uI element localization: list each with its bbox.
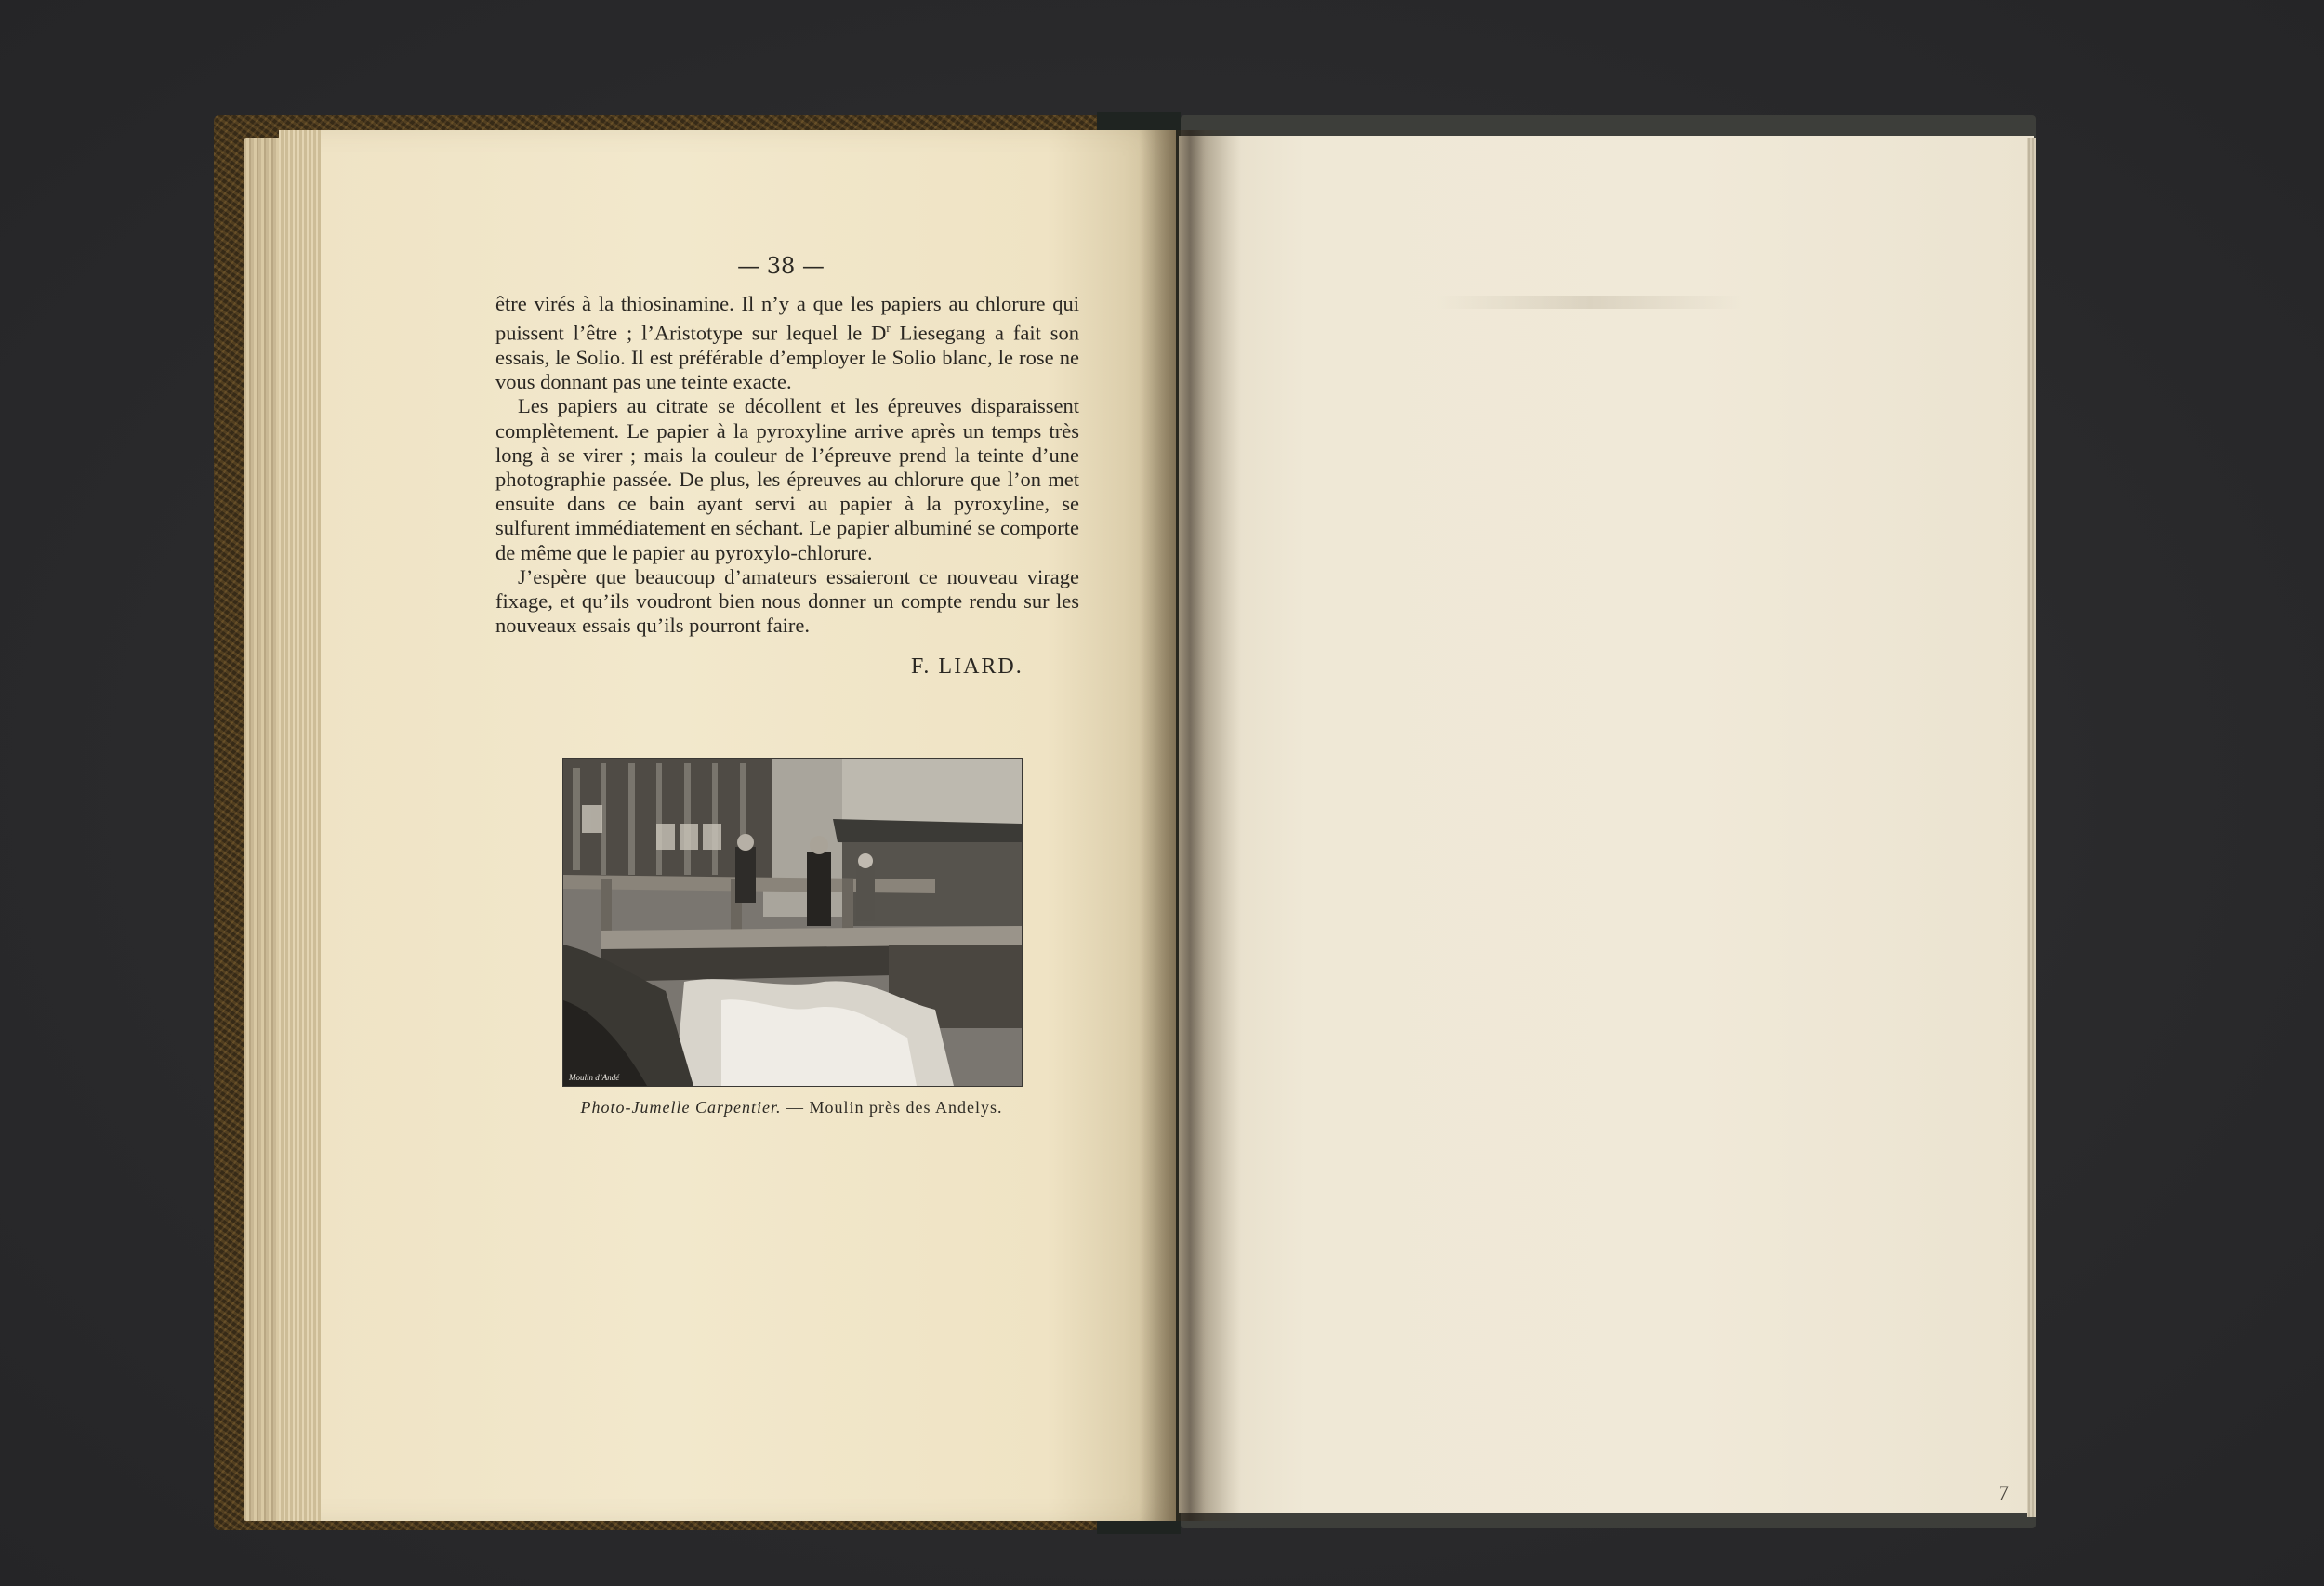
paragraph-1: être virés à la thiosinamine. Il n’y a que les papiers au chlorure qui puissent l’être ; l’Aristotype sur lequel le $D^r$ Liesegang a fait son essais, le Solio. Il est préférable d’employer le Solio blanc, le rose ne vous donnant pas une teinte exacte. [495,292,1080,394]
superscript: r [886,321,891,336]
author-signature: F. LIARD. [911,654,1023,679]
body-text [495,292,1079,638]
gutter-shadow [1139,130,1241,1521]
paragraph-3: J’espère que beaucoup d’amateurs essaieront ce nouveau virage fixage, et qu’ils voudront bien nous donner un compte rendu sur les nouveaux essais qu’ils pourront faire. [495,564,1079,638]
photo-caption [558,1098,1025,1117]
paragraph-2: Les papiers au citrate se décollent et les épreuves disparaissent complètement. Le papier à la pyroxyline arrive après un temps très long à se virer ; mais la couleur de l’épreuve prend la teinte d’une photographie passée. De plus, les épreuves au chlorure que l’on met ensuite dans ce bain ayant servi au papier à la pyroxyline, se sulfurent immédiatement en séchant. Le papier albuminé se comporte de même que le papier au pyroxylo-chlorure. [495,394,1079,564]
caption-text: — Moulin près des Andelys. [781,1098,1003,1117]
page-number: — 38 — [737,253,825,279]
right-page-edges [2027,138,2036,1517]
right-page-mark: 7 [1999,1481,2009,1504]
show-through-heading [1436,296,1743,309]
mill-photograph [562,758,1023,1087]
caption-italic: Photo-Jumelle Carpentier. [580,1098,782,1117]
right-page [1179,136,2034,1513]
photo-imprint: Moulin d’Andé [569,1073,620,1082]
